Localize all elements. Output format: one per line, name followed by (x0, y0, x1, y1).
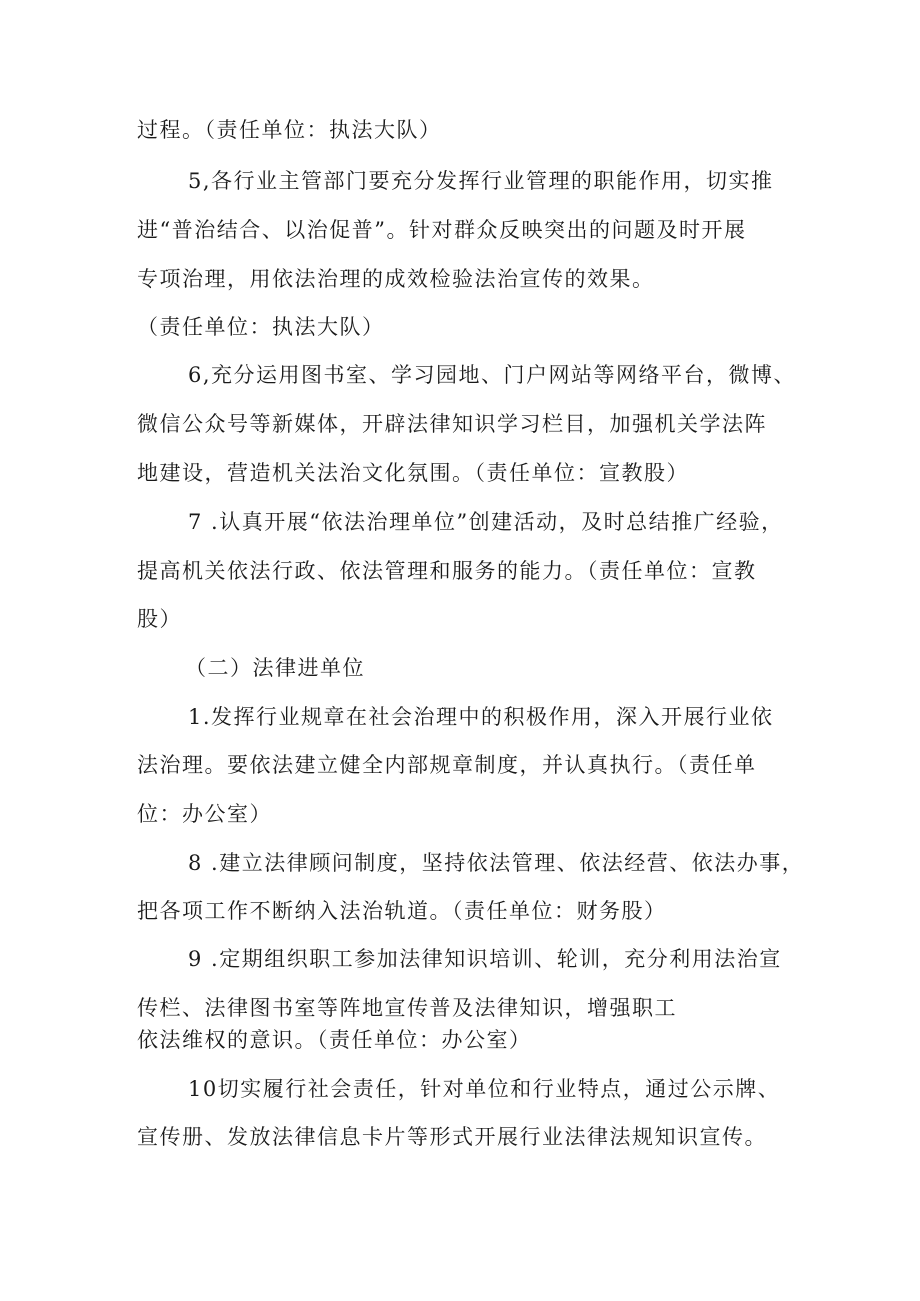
section-heading: （二）法律进单位 (185, 656, 365, 680)
text-line: 8 .建立法律顾问制度，坚持依法管理、依法经营、依法办事， (188, 851, 805, 875)
text-line: （责任单位：执法大队） (137, 315, 385, 339)
text-line: 过程。（责任单位：执法大队） (137, 118, 442, 142)
text-line: 10切实履行社会责任，针对单位和行业特点，通过公示牌、 (188, 1077, 781, 1101)
text-line: 法治理。要依法建立健全内部规章制度，并认真执行。（责任单 (137, 753, 757, 777)
text-line: 进“普治结合、以治促普”。针对群众反映突出的问题及时开展 (137, 218, 747, 242)
text-line: 传栏、法律图书室等阵地宣传普及法律知识，增强职工 (137, 996, 677, 1020)
text-line: 9 .定期组织职工参加法律知识培训、轮训，充分利用法治宣 (188, 947, 782, 971)
text-line: 股） (137, 607, 182, 631)
text-line: 位：办公室） (137, 802, 272, 826)
text-line: 宣传册、发放法律信息卡片等形式开展行业法律法规知识宣传。 (137, 1125, 767, 1149)
text-line: 微信公众号等新媒体，开辟法律知识学习栏目，加强机关学法阵 (137, 412, 767, 436)
text-line: 地建设，营造机关法治文化氛围。（责任单位：宣教股） (137, 461, 689, 485)
text-line: 5,各行业主管部门要充分发挥行业管理的职能作用，切实推 (188, 169, 774, 193)
text-line: 专项治理，用依法治理的成效检验法治宣传的效果。 (137, 267, 655, 291)
text-line: 1.发挥行业规章在社会治理中的积极作用，深入开展行业依 (188, 705, 774, 729)
text-line: 7 .认真开展“依法治理单位”创建活动，及时总结推广经验， (188, 510, 784, 534)
text-line: 提高机关依法行政、依法管理和服务的能力。（责任单位：宣教 (137, 559, 757, 583)
text-line: 把各项工作不断纳入法治轨道。（责任单位：财务股） (137, 899, 667, 923)
text-line: 依法维权的意识。（责任单位：办公室） (137, 1028, 532, 1052)
text-line: 6,充分运用图书室、学习园地、门户网站等网络平台，微博、 (188, 363, 797, 387)
